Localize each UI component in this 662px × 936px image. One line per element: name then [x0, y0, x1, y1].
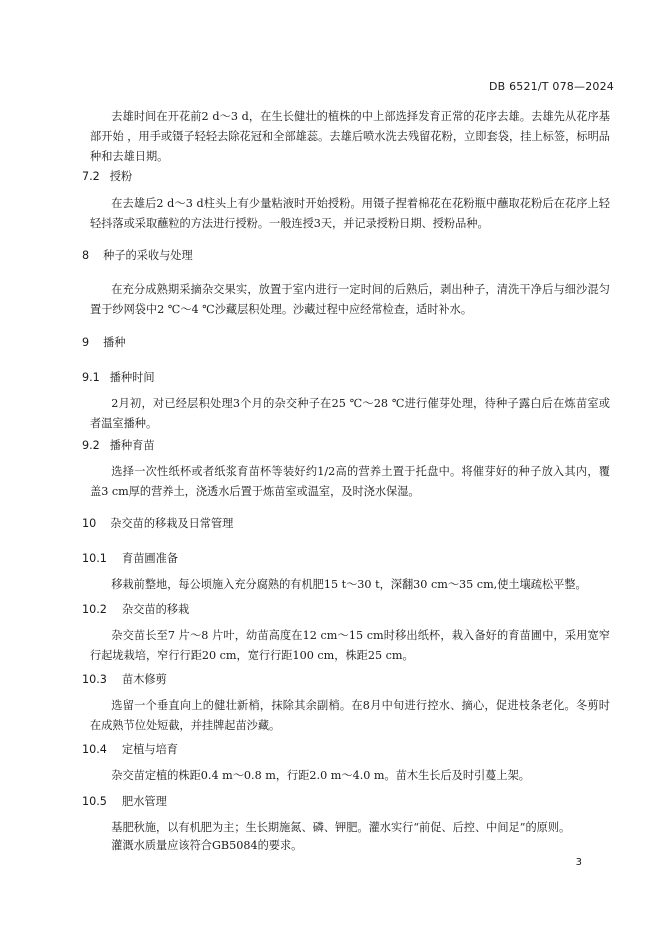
section-heading-10-2 — [82, 601, 189, 617]
section-title: 苗木修剪 — [122, 673, 167, 686]
section-title: 肥水管理 — [122, 795, 167, 808]
section-number: 10.1 — [82, 552, 107, 565]
paragraph-seed-processing: 在充分成熟期采摘杂交果实，放置于室内进行一定时间的后熟后，剥出种子，清洗干净后与细沙混匀置于纱网袋中2 ℃～4 ℃沙藏层积处理。沙藏过程中应经常检查，适时补水。 — [90, 283, 610, 316]
section-heading-10 — [82, 515, 233, 531]
section-number: 9.2 — [82, 439, 100, 452]
section-title: 播种时间 — [109, 371, 155, 384]
paragraph-irrigation: 灌溉水质量应该符合GB5084的要求。 — [111, 839, 303, 852]
section-heading-9 — [82, 334, 126, 350]
section-heading-10-1 — [82, 550, 178, 566]
section-heading-10-4 — [82, 741, 178, 757]
document-number: DB 6521/T 078—2024 — [488, 80, 614, 93]
section-number: 10.2 — [82, 603, 107, 616]
section-number: 10.4 — [82, 743, 107, 756]
section-title: 种子的采收与处理 — [103, 249, 193, 262]
section-title: 杂交苗的移栽 — [122, 603, 190, 616]
section-title: 播种 — [103, 336, 126, 349]
section-heading-8 — [82, 247, 193, 263]
section-number: 10.5 — [82, 795, 107, 808]
section-number: 10.3 — [82, 673, 107, 686]
paragraph-planting: 杂交苗定植的株距0.4 m～0.8 m，行距2.0 m～4.0 m。苗木生长后及时引蔓上架。 — [111, 769, 530, 782]
paragraph-nursery-preparation: 移栽前整地，每公顷施入充分腐熟的有机肥15 t～30 t，深翻30 cm～35 cm,使土壤疏松平整。 — [111, 578, 587, 591]
section-title: 育苗圃准备 — [122, 552, 178, 565]
section-heading-9-1 — [82, 369, 155, 385]
section-heading-10-5 — [82, 793, 167, 809]
section-title: 定植与培育 — [122, 743, 178, 756]
paragraph-seedling-raising: 选择一次性纸杯或者纸浆育苗杯等装好约1/2高的营养土置于托盘中。将催芽好的种子放入其内，覆盖3 cm厚的营养土，浇透水后置于炼苗室或温室，及时浇水保湿。 — [90, 465, 610, 498]
paragraph-emasculation: 去雄时间在开花前2 d～3 d，在生长健壮的植株的中上部选择发育正常的花序去雄。去雄先从花序基部开始 ，用手或镊子轻轻去除花冠和全部雄蕊。去雄后喷水洗去残留花粉，立即套袋，挂上标签，标明品种和去雄日期。 — [90, 110, 610, 163]
section-number: 9 — [82, 336, 90, 349]
paragraph-transplanting: 杂交苗长至7 片～8 片叶，幼苗高度在12 cm～15 cm时移出纸杯，栽入备好的育苗圃中，采用宽窄行起垅栽培，窄行行距20 cm，宽行行距100 cm，株距25 cm。 — [90, 629, 610, 662]
section-heading-9-2 — [82, 437, 155, 453]
section-title: 授粉 — [109, 170, 133, 183]
section-title: 杂交苗的移栽及日常管理 — [110, 517, 234, 530]
paragraph-pollination: 在去雄后2 d～3 d柱头上有少量粘液时开始授粉。用镊子捏着棉花在花粉瓶中蘸取花粉后在花序上轻轻抖落或采取蘸粒的方法进行授粉。一般连授3天，并记录授粉日期、授粉品种。 — [90, 197, 610, 230]
section-number: 7.2 — [82, 170, 100, 183]
section-number: 8 — [82, 249, 90, 262]
section-number: 9.1 — [82, 371, 100, 384]
paragraph-sowing-time: 2月初，对已经层积处理3个月的杂交种子在25 ℃～28 ℃进行催芽处理，待种子露白后在炼苗室或者温室播种。 — [90, 397, 610, 430]
section-heading-10-3 — [82, 671, 167, 687]
page-number: 3 — [575, 857, 582, 868]
section-number: 10 — [82, 517, 97, 530]
paragraph-fertilizer: 基肥秋施，以有机肥为主；生长期施氮、磷、钾肥。灌水实行“前促、后控、中间足”的原则。 — [111, 821, 571, 834]
paragraph-pruning: 选留一个垂直向上的健壮新梢，抹除其余副梢。在8月中旬进行控水、摘心，促进枝条老化。冬剪时在成熟节位处短截，并挂牌起苗沙藏。 — [90, 699, 610, 732]
section-heading-7-2 — [82, 168, 132, 184]
section-title: 播种育苗 — [109, 439, 155, 452]
